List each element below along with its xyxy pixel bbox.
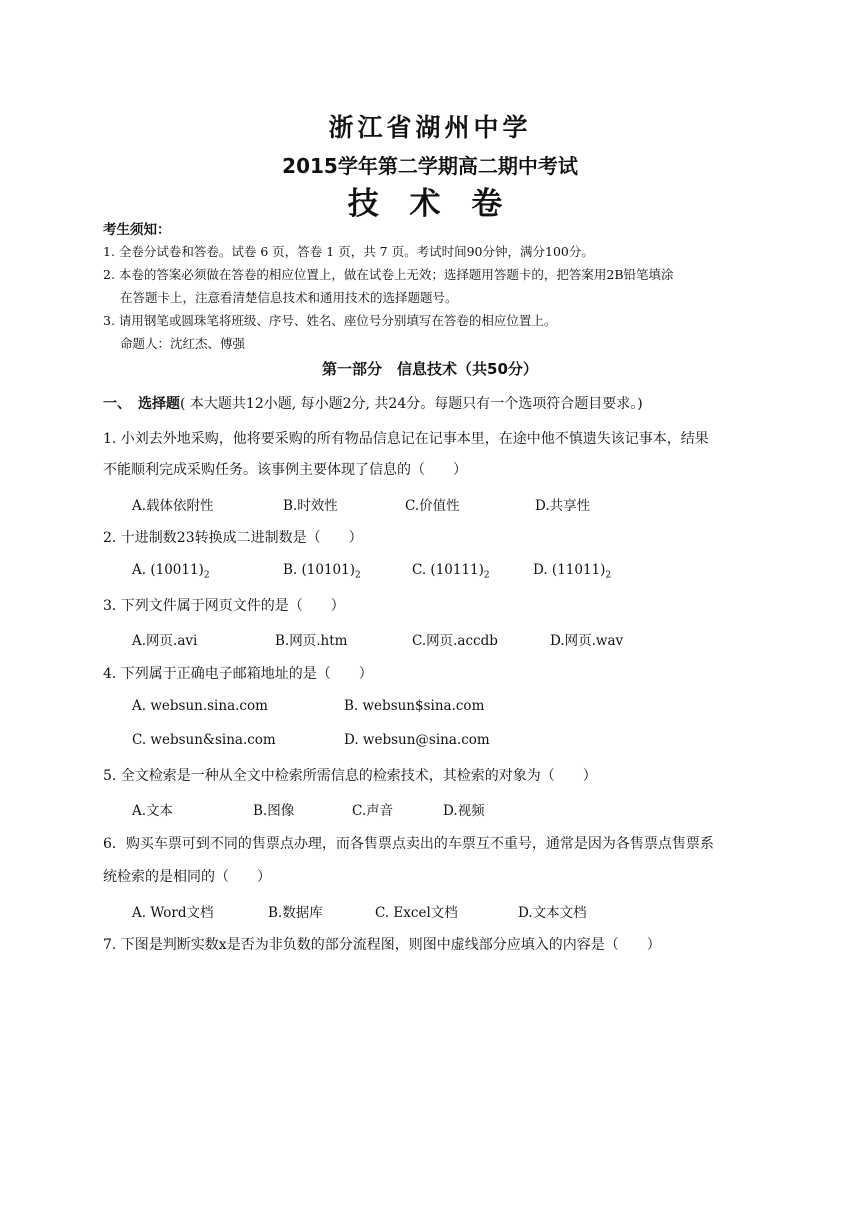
section-heading — [103, 393, 643, 413]
notice-heading: 考生须知： — [103, 222, 171, 238]
option: D.视频 — [443, 803, 485, 819]
option-text: C. (10111) — [412, 562, 484, 578]
option — [412, 562, 490, 581]
paper-title: 技 术 卷 — [347, 186, 513, 222]
notice-line: 1. 全卷分试卷和答卷。试卷 6 页，答卷 1 页，共 7 页。考试时间90分钟，满分100分。 — [103, 244, 594, 259]
option: D.共享性 — [535, 498, 591, 514]
option: D. websun@sina.com — [344, 732, 490, 748]
option: C. Excel文档 — [375, 905, 458, 921]
section-label: 一、 选择题 — [103, 396, 180, 412]
school-title: 浙江省湖州中学 — [328, 113, 532, 142]
notice-line: 2. 本卷的答案必须做在答卷的相应位置上，做在试卷上无效；选择题用答题卡的，把答案用2B铅笔填涂 — [103, 267, 674, 282]
option — [533, 562, 611, 581]
option: A. websun.sina.com — [132, 698, 268, 714]
question-line: 7. 下图是判断实数x是否为非负数的部分流程图，则图中虚线部分应填入的内容是（ ） — [103, 937, 661, 953]
option: B.时效性 — [283, 498, 338, 514]
option-text: B. (10101) — [283, 562, 355, 578]
option-subscript: 2 — [483, 570, 490, 581]
question-line: 统检索的是相同的（ ） — [103, 869, 271, 885]
option-text: A. (10011) — [132, 562, 204, 578]
section-desc: ( 本大题共12小题, 每小题2分, 共24分。每题只有一个选项符合题目要求。) — [180, 396, 643, 412]
option: C.声音 — [352, 803, 394, 819]
option: D.文本文档 — [518, 905, 587, 921]
question-line: 6．购买车票可到不同的售票点办理，而各售票点卖出的车票互不重号，通常是因为各售票点售票系 — [103, 836, 714, 852]
question-line: 5. 全文检索是一种从全文中检索所需信息的检索技术，其检索的对象为（ ） — [103, 768, 597, 784]
option-text: D. (11011) — [533, 562, 606, 578]
notice-line: 3. 请用钢笔或圆珠笔将班级、序号、姓名、座位号分别填写在答卷的相应位置上。 — [103, 313, 557, 328]
option: D.网页.wav — [550, 633, 624, 649]
option-subscript: 2 — [203, 570, 210, 581]
option: B.图像 — [253, 803, 295, 819]
option-subscript: 2 — [354, 570, 361, 581]
option — [283, 562, 361, 581]
question-line: 4. 下列属于正确电子邮箱地址的是（ ） — [103, 666, 373, 682]
option — [132, 562, 210, 581]
option: A. Word文档 — [132, 905, 214, 921]
option: C. websun&sina.com — [132, 732, 276, 748]
option: A.文本 — [132, 803, 174, 819]
question-line: 不能顺利完成采购任务。该事例主要体现了信息的（ ） — [103, 462, 467, 478]
option: A.载体依附性 — [132, 498, 214, 514]
notice-line: 命题人：沈红杰、傅强 — [120, 336, 246, 351]
exam-title: 2015学年第二学期高二期中考试 — [282, 154, 578, 178]
question-line: 2. 十进制数23转换成二进制数是（ ） — [103, 530, 363, 546]
option-subscript: 2 — [605, 570, 612, 581]
question-line: 3. 下列文件属于网页文件的是（ ） — [103, 598, 345, 614]
question-line: 1. 小刘去外地采购，他将要采购的所有物品信息记在记事本里，在途中他不慎遗失该记事本，结果 — [103, 431, 709, 447]
option: B.网页.htm — [275, 633, 348, 649]
notice-line: 在答题卡上，注意看清楚信息技术和通用技术的选择题题号。 — [120, 290, 458, 305]
option: C.价值性 — [405, 498, 460, 514]
option: B. websun$sina.com — [344, 698, 485, 714]
part-title: 第一部分 信息技术（共50分） — [322, 360, 538, 378]
option: A.网页.avi — [132, 633, 198, 649]
option: C.网页.accdb — [412, 633, 498, 649]
option: B.数据库 — [268, 905, 323, 921]
